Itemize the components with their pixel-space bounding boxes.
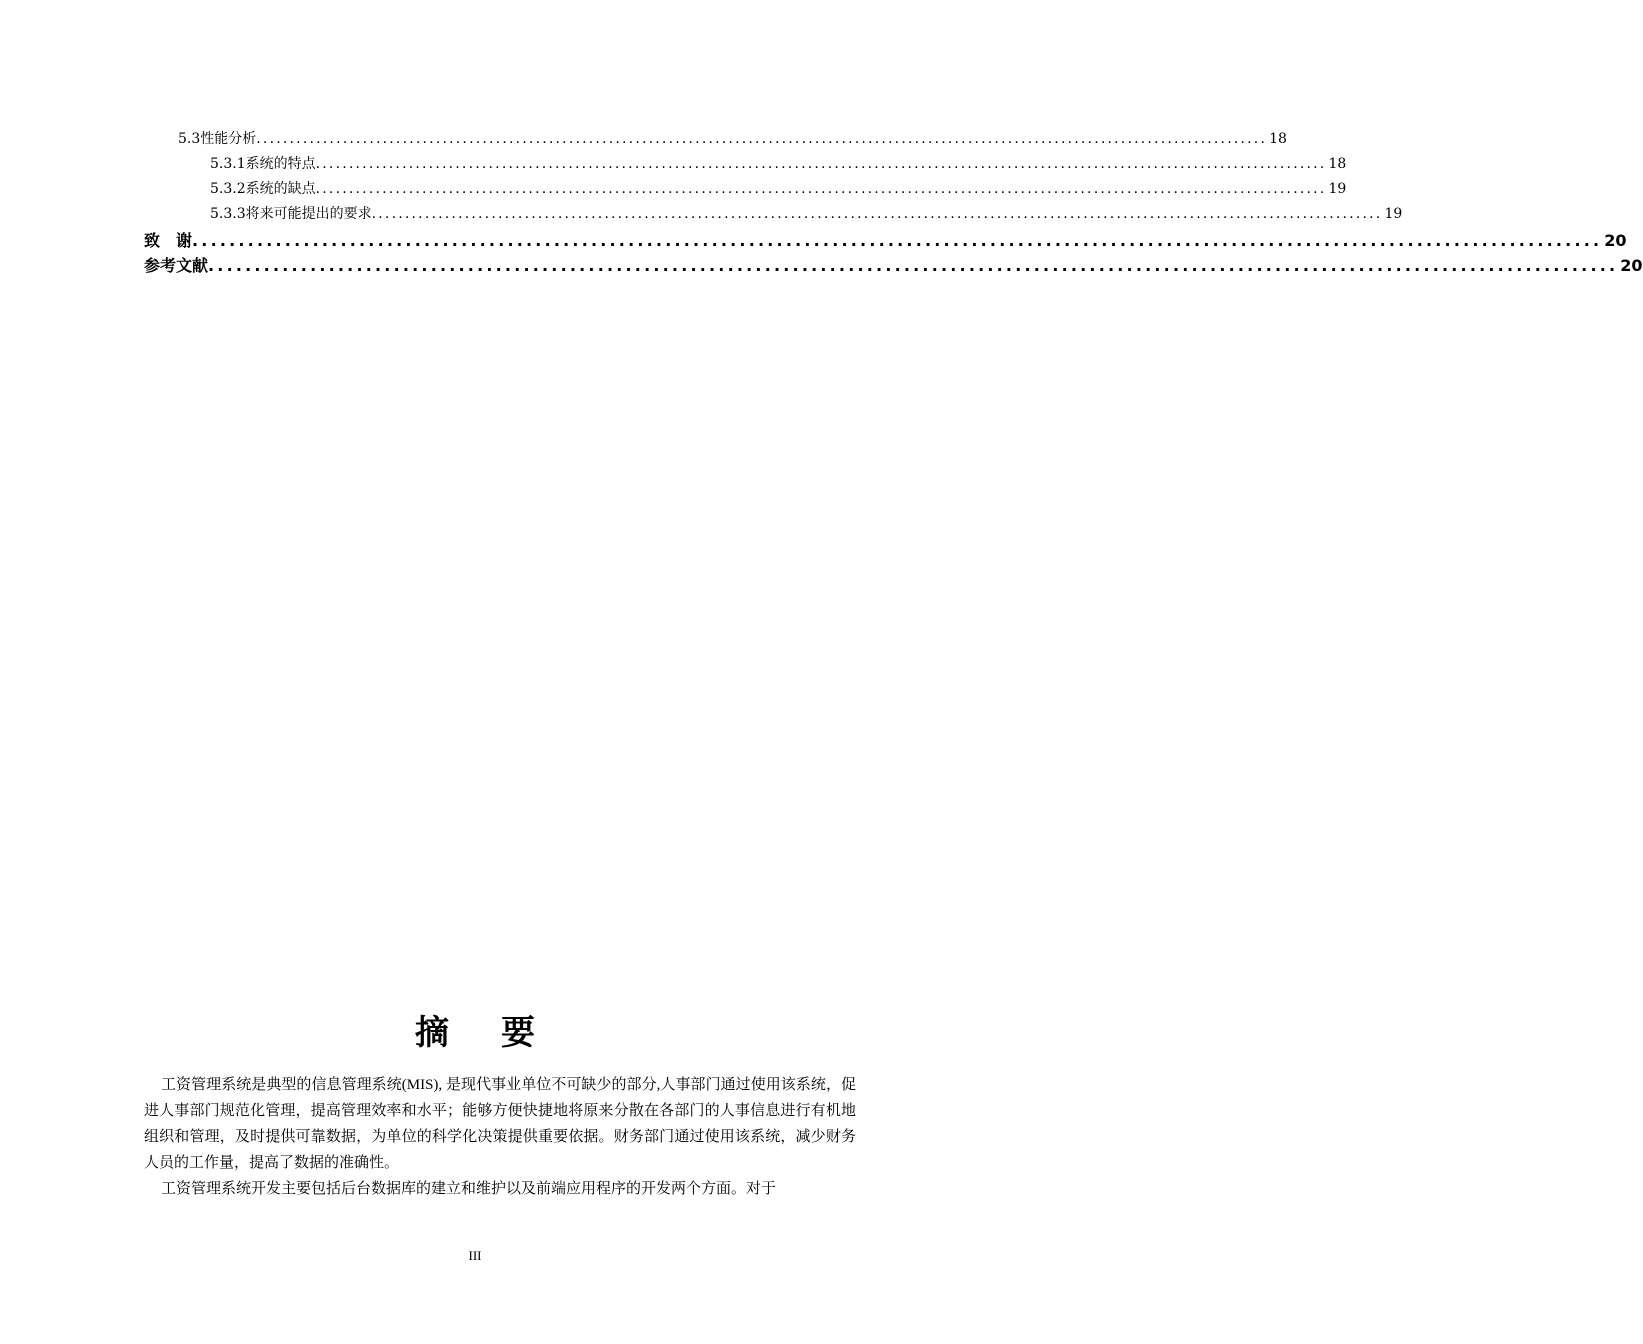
abstract-paragraph: 工资管理系统开发主要包括后台数据库的建立和维护以及前端应用程序的开发两个方面。对于	[161, 1181, 777, 1197]
toc-entry-page: 20	[1620, 256, 1643, 275]
toc-entry-page: 18	[1328, 156, 1347, 172]
toc-entry-label: 5.3.2系统的缺点	[210, 181, 316, 197]
toc-leader-dots: ........................................................................................................................................................	[192, 231, 1603, 250]
toc-entry-page: 19	[1328, 181, 1347, 197]
toc-leader-dots: ........................................................................................................................................................	[315, 156, 1327, 172]
toc-entry[interactable]	[210, 153, 1347, 173]
toc-entry-label: 参考文献	[144, 256, 209, 275]
toc-leader-dots: ........................................................................................................................................................	[371, 206, 1383, 222]
toc-entry-label: 致 谢	[144, 231, 193, 250]
abstract-paragraph: 工资管理系统是典型的信息管理系统(MIS), 是现代事业单位不可缺少的部分,人事部门通过使用该系统，促进人事部门规范化管理，提高管理效率和水平；能够方便快捷地将原来分散在各部门的人事信息进行有机地组织和管理，及时提供可靠数据，为单位的科学化决策提供重要依据。财务部门通过使用该系统，减少财务人员的工作量，提高了数据的准确性。	[144, 1077, 856, 1171]
toc-entry-label: 5.3.3将来可能提出的要求	[210, 206, 372, 222]
toc-leader-dots: ........................................................................................................................................................	[208, 256, 1619, 275]
toc-entry-label: 5.3性能分析	[178, 131, 257, 147]
toc-entry[interactable]	[210, 178, 1347, 198]
page-number: III	[468, 1248, 482, 1263]
toc-entry[interactable]	[178, 128, 1287, 148]
toc-entry-page: 18	[1269, 131, 1287, 147]
toc-entry-page: 20	[1604, 231, 1627, 250]
toc-entry[interactable]	[144, 228, 1627, 251]
toc-leader-dots: ........................................................................................................................................................	[256, 131, 1268, 147]
abstract-body	[144, 1072, 856, 1202]
toc-entry-page: 19	[1384, 206, 1403, 222]
toc-entry-label: 5.3.1系统的特点	[210, 156, 316, 172]
abstract-title: 摘要	[415, 1013, 587, 1053]
toc-entry[interactable]	[210, 203, 1403, 223]
toc-leader-dots: ........................................................................................................................................................	[315, 181, 1327, 197]
toc-entry[interactable]	[144, 253, 1643, 276]
